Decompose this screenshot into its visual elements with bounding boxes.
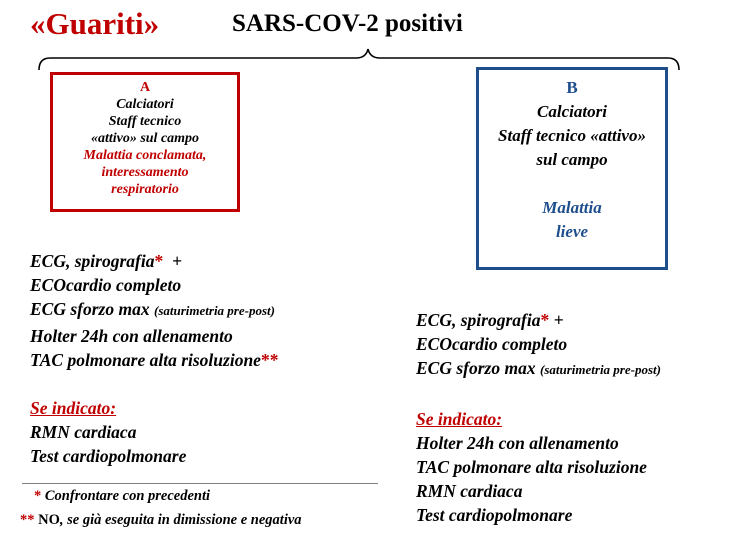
group-a-label: A bbox=[139, 80, 151, 95]
group-a-condition: respiratorio bbox=[111, 182, 179, 197]
exam-item: ECG sforzo max (saturimetria pre-post) bbox=[30, 299, 275, 320]
asterisk-mark: * bbox=[34, 488, 42, 504]
title-sars-cov-2: SARS-COV-2 positivi bbox=[232, 10, 463, 37]
group-a-condition: Malattia conclamata, bbox=[83, 148, 207, 163]
footnote-2: ** NO, se già eseguita in dimissione e negativa bbox=[20, 512, 302, 528]
group-a-line: «attivo» sul campo bbox=[90, 131, 200, 146]
footnote-1: * Confrontare con precedenti bbox=[34, 488, 211, 504]
group-b-condition: lieve bbox=[555, 222, 589, 241]
group-b-box bbox=[476, 67, 668, 270]
exam-item: Test cardiopolmonare bbox=[30, 446, 187, 467]
exam-item: ECOcardio completo bbox=[30, 275, 182, 296]
exam-item: ECG, spirografia* + bbox=[416, 310, 564, 330]
if-indicated-header: Se indicato: bbox=[30, 398, 117, 419]
exam-item: Test cardiopolmonare bbox=[416, 505, 573, 526]
group-a-line: Staff tecnico bbox=[108, 114, 182, 129]
exam-item: ECOcardio completo bbox=[416, 334, 568, 355]
group-b-line: Staff tecnico «attivo» bbox=[498, 126, 646, 145]
double-asterisk-mark: ** bbox=[260, 349, 279, 370]
double-asterisk-mark: ** bbox=[20, 512, 35, 528]
group-a-box bbox=[50, 72, 240, 212]
asterisk-mark: * bbox=[154, 251, 164, 271]
exam-item: RMN cardiaca bbox=[30, 422, 137, 443]
exam-item: Holter 24h con allenamento bbox=[30, 325, 233, 346]
group-b-condition: Malattia bbox=[542, 198, 602, 217]
exam-item: ECG sforzo max (saturimetria pre-post) bbox=[416, 358, 661, 379]
group-b-label: B bbox=[566, 78, 578, 97]
footnote-divider bbox=[22, 483, 378, 484]
group-b-line: sul campo bbox=[536, 150, 608, 169]
group-a-condition: interessamento bbox=[101, 165, 189, 180]
group-b-line: Calciatori bbox=[537, 102, 607, 121]
exam-item: ECG, spirografia* + bbox=[30, 251, 182, 271]
group-a-exam-list bbox=[30, 249, 278, 469]
exam-item: TAC polmonare alta risoluzione bbox=[416, 457, 647, 478]
group-b-exam-list bbox=[416, 308, 661, 528]
exam-item: Holter 24h con allenamento bbox=[416, 432, 619, 453]
if-indicated-header: Se indicato: bbox=[416, 408, 503, 429]
exam-item: RMN cardiaca bbox=[416, 481, 523, 502]
asterisk-mark: * bbox=[540, 310, 550, 330]
title-guariti: «Guariti» bbox=[30, 6, 160, 41]
group-a-line: Calciatori bbox=[116, 97, 174, 112]
exam-item: TAC polmonare alta risoluzione** bbox=[30, 349, 279, 370]
